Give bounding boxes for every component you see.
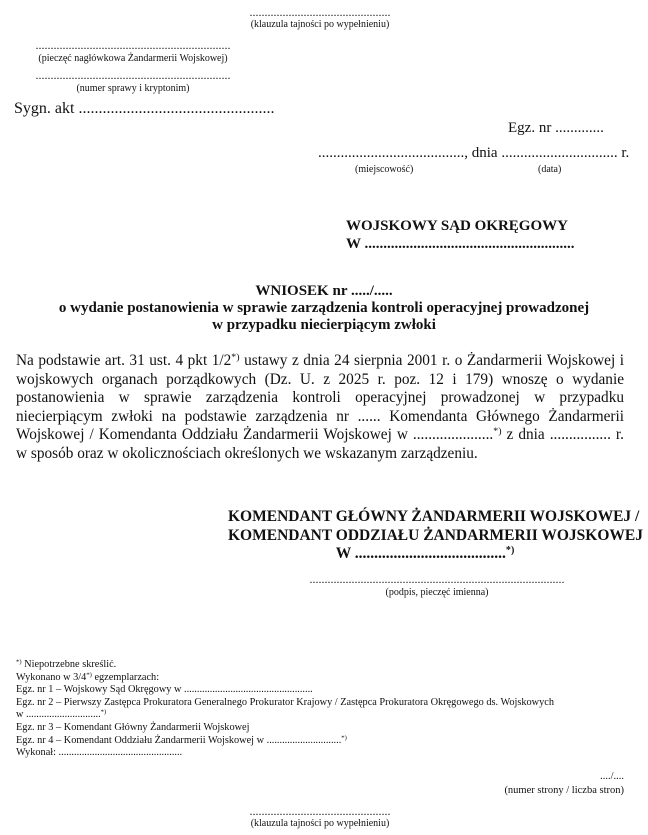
commander-title-line1: KOMENDANT GŁÓWNY ŻANDARMERII WOJSKOWEJ / <box>228 508 640 525</box>
place-caption: (miejscowość) <box>355 164 414 175</box>
copy-4-line <box>16 735 554 748</box>
signature-block <box>268 574 606 598</box>
date-caption: (data) <box>538 164 562 175</box>
copy-4-text: Egz. nr 4 – Komendant Oddziału Żandarmerii Wojskowej w ............................. <box>16 734 342 746</box>
header-stamp-caption: (pieczęć nagłówkowa Żandarmerii Wojskowej) <box>38 53 228 64</box>
commander-block <box>228 508 643 564</box>
copies-text-end: egzemplarzach: <box>91 671 160 683</box>
copy-2-line: Egz. nr 2 – Pierwszy Zastępca Prokuratora Generalnego Prokurator Krajowy / Zastępca Prokuratora Okręgowego ds. Wojskowych <box>16 696 554 708</box>
footnote-marker: *) <box>100 709 107 717</box>
commander-location-field[interactable]: W ....................................... <box>335 545 506 562</box>
footnote-marker: *) <box>231 352 240 364</box>
footnote-marker: *) <box>341 734 347 742</box>
addressee-court-name: WOJSKOWY SĄD OKRĘGOWY <box>346 218 568 234</box>
footnote-marker: *) <box>16 658 22 666</box>
document-title <box>0 283 648 334</box>
file-reference-field[interactable]: ................................................. <box>78 100 275 117</box>
case-number-block <box>14 70 252 94</box>
footnotes-block <box>16 659 554 760</box>
date-field[interactable]: ............................... <box>501 145 618 161</box>
page-number-field[interactable]: ..../.... <box>600 771 624 782</box>
signature-caption: (podpis, pieczęć imienna) <box>385 587 489 598</box>
request-body-paragraph <box>16 352 624 463</box>
copy-3-line: Egz. nr 3 – Komendant Główny Żandarmerii Wojskowej <box>16 721 250 733</box>
bottom-classification-clause <box>232 806 408 829</box>
addressee-block <box>346 217 574 253</box>
bottom-classification-caption: (klauzula tajności po wypełnieniu) <box>250 818 390 829</box>
place-field[interactable]: ....................................... <box>318 145 465 161</box>
copy-1-line: Egz. nr 1 – Wojskowy Sąd Okręgowy w .................................................. <box>16 684 313 696</box>
page-number-block <box>470 770 624 798</box>
copies-text: Wykonano w 3/4 <box>16 671 87 683</box>
case-number-caption: (numer sprawy i kryptonim) <box>76 83 190 94</box>
header-stamp-block <box>14 40 252 64</box>
copy-number-field[interactable]: ............. <box>555 120 604 136</box>
copy-number <box>508 120 604 137</box>
top-classification-clause <box>232 7 408 30</box>
footnote-text: Niepotrzebne skreślić. <box>21 659 117 670</box>
file-reference <box>14 100 274 118</box>
copies-made-line <box>16 672 554 685</box>
top-classification-field[interactable]: ............................................... <box>249 5 391 19</box>
request-number-title: WNIOSEK nr ...../..... <box>255 283 393 299</box>
copy-2-continuation <box>16 709 554 722</box>
case-number-field[interactable]: ................................................................. <box>35 68 231 82</box>
header-stamp-field[interactable]: ................................................................. <box>35 38 231 52</box>
copy-number-label: Egz. nr <box>508 120 552 136</box>
addressee-location-field[interactable]: W ........................................................ <box>346 236 575 252</box>
bottom-classification-field[interactable]: ............................................... <box>249 804 391 818</box>
file-reference-label: Sygn. akt <box>14 100 75 117</box>
date-suffix: r. <box>621 145 630 161</box>
copy-2-location-field[interactable]: w ............................. <box>16 709 101 721</box>
footnote-marker: *) <box>505 544 515 556</box>
page-number-caption: (numer strony / liczba stron) <box>504 785 624 796</box>
commander-title-line2: KOMENDANT ODDZIAŁU ŻANDARMERII WOJSKOWEJ <box>228 526 643 544</box>
body-text-part2: ustawy z dnia 24 sierpnia 2001 r. o Żandarmerii Wojskowej i wojskowych organach porządkowych (Dz. U. z 2025 r. poz. 12 i 179) wnoszę o wydanie postanowienia w sprawie zarządzenia kontroli operacyjnej prowadzonej w przypadku niecierpiącym zwłoki na podstawie zarządzenia nr ...... Komendanta Głównego Żandarmerii Wojskowej / Komendanta Oddziału Żandarmerii Wojskowej w ..................... <box>16 352 624 443</box>
made-by-field[interactable]: Wykonał: ................................................ <box>16 747 183 759</box>
footnote-unnecessary <box>16 659 554 672</box>
place-date-line <box>318 145 629 162</box>
signature-field[interactable]: ..................................................................................... <box>309 572 565 586</box>
footnote-marker: *) <box>86 671 92 679</box>
body-text-part1: Na podstawie art. 31 ust. 4 pkt 1/2 <box>16 352 232 369</box>
top-classification-caption: (klauzula tajności po wypełnieniu) <box>250 19 390 30</box>
footnote-marker: *) <box>493 426 502 438</box>
body-text-part3: z dnia ................ r. w sposób oraz w okolicznościach określonych we wskazanym zarządzeniu. <box>16 426 625 462</box>
date-label: , dnia <box>464 145 498 161</box>
request-subject-line2: w przypadku niecierpiącym zwłoki <box>212 317 436 333</box>
request-subject-line1: o wydanie postanowienia w sprawie zarządzenia kontroli operacyjnej prowadzonej <box>58 300 590 316</box>
